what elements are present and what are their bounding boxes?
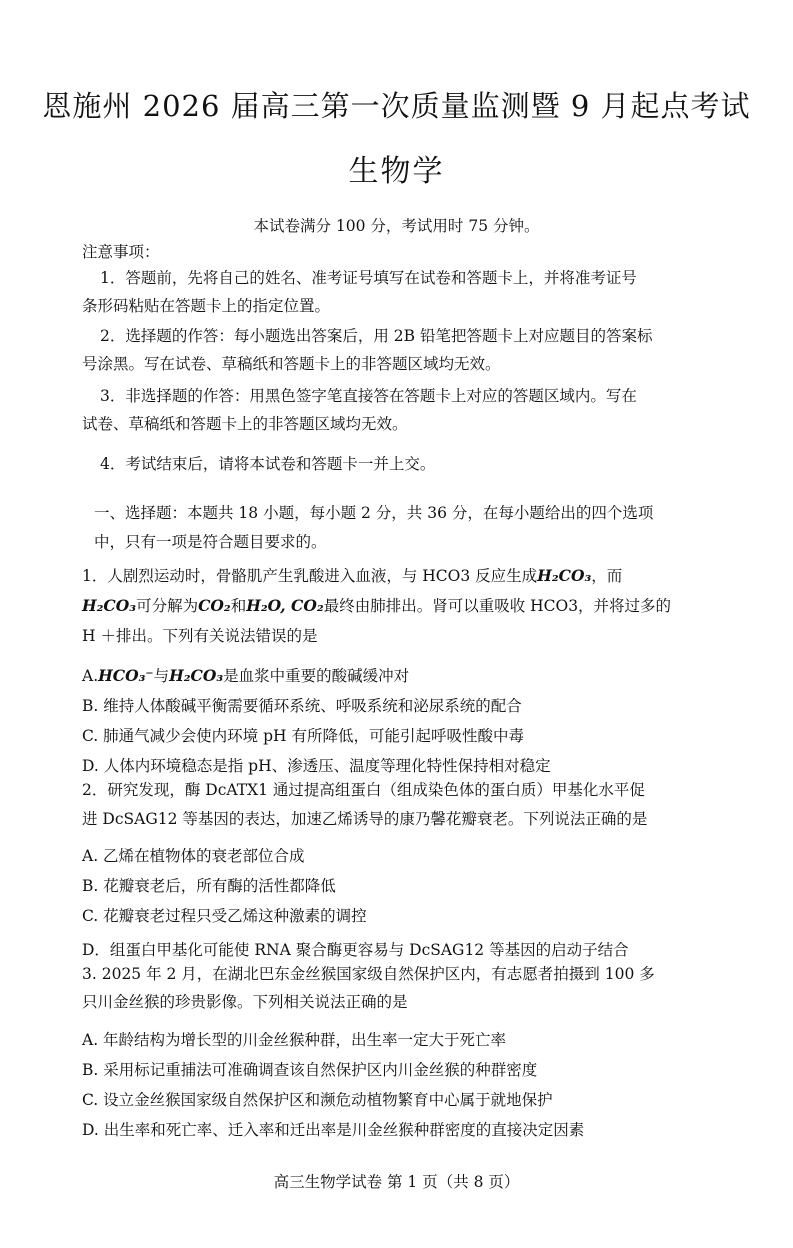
question-3-option-a: A. 年龄结构为增长型的川金丝猴种群，出生率一定大于死亡率 — [82, 1031, 507, 1049]
question-1-stem: 1．人剧烈运动时，骨骼肌产生乳酸进入血液，与 HCO3 反应生成H₂CO₃，而 — [82, 566, 623, 585]
question-2-option-a: A. 乙烯在植物体的衰老部位合成 — [82, 847, 305, 865]
subject-title: 生物学 — [348, 154, 445, 189]
notice-line: 3．非选择题的作答：用黑色签字笔直接答在答题卡上对应的答题区域内。写在 — [100, 387, 637, 405]
notice-line: 2．选择题的作答：每小题选出答案后，用 2B 铅笔把答题卡上对应题目的答案标 — [100, 327, 653, 345]
question-2-stem: 进 DcSAG12 等基因的表达，加速乙烯诱导的康乃馨花瓣衰老。下列说法正确的是 — [82, 810, 648, 828]
question-1-option-d: D. 人体内环境稳态是指 pH、渗透压、温度等理化特性保持相对稳定 — [82, 757, 551, 775]
formula-h2co3: H₂CO₃ — [169, 666, 224, 685]
notice-line: 试卷、草稿纸和答题卡上的非答题区域均无效。 — [82, 415, 408, 433]
notice-heading: 注意事项： — [82, 243, 160, 261]
question-1-option-b: B. 维持人体酸碱平衡需要循环系统、呼吸系统和泌尿系统的配合 — [82, 697, 522, 715]
formula-co2: CO₂ — [198, 596, 231, 615]
question-1-option-a: A.HCO₃⁻与H₂CO₃是血浆中重要的酸碱缓冲对 — [82, 666, 410, 685]
section-heading: 一、选择题：本题共 18 小题，每小题 2 分，共 36 分，在每小题给出的四个选项 — [94, 504, 654, 522]
page-footer: 高三生物学试卷 第 1 页（共 8 页） — [273, 1173, 520, 1191]
question-3-option-c: C. 设立金丝猴国家级自然保护区和濒危动植物繁育中心属于就地保护 — [82, 1091, 553, 1109]
exam-info: 本试卷满分 100 分，考试用时 75 分钟。 — [253, 217, 540, 235]
formula-h2o-co2: H₂O, CO₂ — [246, 596, 324, 615]
exam-title: 恩施州 2026 届高三第一次质量监测暨 9 月起点考试 — [42, 89, 751, 123]
question-1-stem: H ＋排出。下列有关说法错误的是 — [82, 627, 318, 645]
formula-h2co3: H₂CO₃ — [82, 596, 137, 615]
formula-h2co3: H₂CO₃ — [537, 566, 592, 585]
question-2-option-c: C. 花瓣衰老过程只受乙烯这种激素的调控 — [82, 907, 367, 925]
question-3-option-d: D. 出生率和死亡率、迁入率和迁出率是川金丝猴种群密度的直接决定因素 — [82, 1121, 585, 1139]
formula-hco3: HCO₃⁻ — [98, 666, 154, 685]
section-heading: 中，只有一项是符合题目要求的。 — [94, 533, 327, 551]
question-1-option-c: C. 肺通气减少会使内环境 pH 有所降低，可能引起呼吸性酸中毒 — [82, 727, 524, 745]
question-2-option-b: B. 花瓣衰老后，所有酶的活性都降低 — [82, 877, 336, 895]
question-3-stem: 3. 2025 年 2 月，在湖北巴东金丝猴国家级自然保护区内，有志愿者拍摄到 100 多 — [82, 965, 655, 983]
question-2-stem: 2．研究发现，酶 DcATX1 通过提高组蛋白（组成染色体的蛋白质）甲基化水平促 — [82, 781, 645, 799]
question-1-stem: H₂CO₃可分解为CO₂和H₂O, CO₂最终由肺排出。肾可以重吸收 HCO3，并将过多的 — [82, 596, 672, 615]
notice-line: 4．考试结束后，请将本试卷和答题卡一并上交。 — [100, 455, 436, 473]
notice-line: 号涂黑。写在试卷、草稿纸和答题卡上的非答题区域均无效。 — [82, 355, 501, 373]
question-3-option-b: B. 采用标记重捕法可准确调查该自然保护区内川金丝猴的种群密度 — [82, 1061, 538, 1079]
question-2-option-d: D．组蛋白甲基化可能使 RNA 聚合酶更容易与 DcSAG12 等基因的启动子结合 — [82, 941, 629, 959]
question-3-stem: 只川金丝猴的珍贵影像。下列相关说法正确的是 — [82, 993, 408, 1011]
notice-line: 条形码粘贴在答题卡上的指定位置。 — [82, 297, 331, 315]
notice-line: 1．答题前，先将自己的姓名、准考证号填写在试卷和答题卡上，并将准考证号 — [100, 269, 637, 287]
